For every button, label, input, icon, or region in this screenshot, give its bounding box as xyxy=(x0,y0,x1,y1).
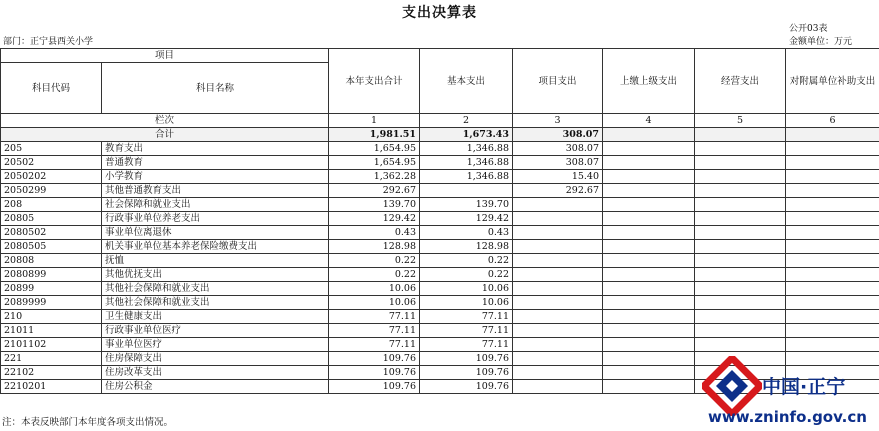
value-project xyxy=(513,226,603,240)
value-business xyxy=(695,324,786,338)
value-business xyxy=(695,184,786,198)
value-remit-superior xyxy=(603,226,695,240)
value-project: 292.67 xyxy=(513,184,603,198)
header-item: 项目 xyxy=(1,49,329,63)
subject-name: 其他社会保障和就业支出 xyxy=(102,296,329,310)
value-basic: 109.76 xyxy=(420,352,513,366)
value-basic: 1,346.88 xyxy=(420,170,513,184)
subject-name: 住房改革支出 xyxy=(102,366,329,380)
total-col2: 1,673.43 xyxy=(420,128,513,142)
subject-name: 行政事业单位医疗 xyxy=(102,324,329,338)
value-total: 10.06 xyxy=(329,296,420,310)
col-number-1: 1 xyxy=(329,114,420,128)
form-number: 公开03表 xyxy=(789,24,828,34)
value-basic: 109.76 xyxy=(420,380,513,394)
total-col4 xyxy=(603,128,695,142)
value-business xyxy=(695,296,786,310)
value-remit-superior xyxy=(603,296,695,310)
table-row xyxy=(1,198,879,212)
value-subsidy xyxy=(786,268,879,282)
value-business xyxy=(695,198,786,212)
value-business xyxy=(695,226,786,240)
value-remit-superior xyxy=(603,240,695,254)
subject-code: 21011 xyxy=(1,324,102,338)
total-row xyxy=(1,128,879,142)
value-remit-superior xyxy=(603,184,695,198)
value-basic: 77.11 xyxy=(420,324,513,338)
watermark-logo xyxy=(700,352,876,430)
value-subsidy xyxy=(786,170,879,184)
value-remit-superior xyxy=(603,338,695,352)
table-row xyxy=(1,156,879,170)
value-project xyxy=(513,352,603,366)
value-total: 109.76 xyxy=(329,352,420,366)
value-total: 1,362.28 xyxy=(329,170,420,184)
table-row xyxy=(1,296,879,310)
value-business xyxy=(695,240,786,254)
header-subject-name: 科目名称 xyxy=(102,63,329,114)
value-subsidy xyxy=(786,296,879,310)
total-col5 xyxy=(695,128,786,142)
value-subsidy xyxy=(786,254,879,268)
value-remit-superior xyxy=(603,352,695,366)
value-business xyxy=(695,142,786,156)
value-business xyxy=(695,310,786,324)
value-basic: 77.11 xyxy=(420,310,513,324)
table-row xyxy=(1,142,879,156)
value-project xyxy=(513,310,603,324)
value-subsidy xyxy=(786,282,879,296)
subject-code: 2101102 xyxy=(1,338,102,352)
subject-code: 2050299 xyxy=(1,184,102,198)
subject-code: 20808 xyxy=(1,254,102,268)
value-total: 109.76 xyxy=(329,366,420,380)
value-basic: 0.22 xyxy=(420,268,513,282)
subject-code: 2089999 xyxy=(1,296,102,310)
value-total: 77.11 xyxy=(329,324,420,338)
subject-name: 事业单位离退休 xyxy=(102,226,329,240)
header-remit-superior: 上缴上级支出 xyxy=(603,49,695,114)
subject-code: 2210201 xyxy=(1,380,102,394)
table-row xyxy=(1,226,879,240)
value-basic: 77.11 xyxy=(420,338,513,352)
value-basic: 10.06 xyxy=(420,282,513,296)
value-total: 139.70 xyxy=(329,198,420,212)
zninfo-logo-icon xyxy=(702,356,762,416)
subject-name: 教育支出 xyxy=(102,142,329,156)
watermark-name: 中国·正宁 xyxy=(762,376,846,398)
value-remit-superior xyxy=(603,268,695,282)
subject-name: 其他普通教育支出 xyxy=(102,184,329,198)
value-total: 77.11 xyxy=(329,338,420,352)
value-basic: 0.43 xyxy=(420,226,513,240)
value-basic: 129.42 xyxy=(420,212,513,226)
value-total: 0.22 xyxy=(329,254,420,268)
value-subsidy xyxy=(786,212,879,226)
header-project-expenditure: 项目支出 xyxy=(513,49,603,114)
subject-code: 20899 xyxy=(1,282,102,296)
subject-name: 事业单位医疗 xyxy=(102,338,329,352)
expenditure-table xyxy=(0,48,879,394)
value-remit-superior xyxy=(603,170,695,184)
subject-name: 社会保障和就业支出 xyxy=(102,198,329,212)
value-project xyxy=(513,212,603,226)
value-business xyxy=(695,254,786,268)
watermark-url: www.zninfo.gov.cn xyxy=(708,408,867,426)
value-total: 0.22 xyxy=(329,268,420,282)
table-row xyxy=(1,268,879,282)
subject-code: 205 xyxy=(1,142,102,156)
value-total: 77.11 xyxy=(329,310,420,324)
table-row xyxy=(1,254,879,268)
col-number-5: 5 xyxy=(695,114,786,128)
col-number-4: 4 xyxy=(603,114,695,128)
header-subsidy-affiliated: 对附属单位补助支出 xyxy=(786,49,879,114)
value-basic xyxy=(420,184,513,198)
value-business xyxy=(695,282,786,296)
value-basic: 139.70 xyxy=(420,198,513,212)
value-total: 129.42 xyxy=(329,212,420,226)
total-label: 合计 xyxy=(1,128,329,142)
value-subsidy xyxy=(786,240,879,254)
header-subject-code: 科目代码 xyxy=(1,63,102,114)
value-project xyxy=(513,296,603,310)
value-remit-superior xyxy=(603,198,695,212)
subject-code: 22102 xyxy=(1,366,102,380)
value-subsidy xyxy=(786,310,879,324)
table-row xyxy=(1,212,879,226)
page-title: 支出决算表 xyxy=(402,5,477,21)
value-subsidy xyxy=(786,142,879,156)
table-row xyxy=(1,310,879,324)
table-row xyxy=(1,338,879,352)
amount-unit: 金额单位：万元 xyxy=(789,37,853,47)
subject-name: 其他优抚支出 xyxy=(102,268,329,282)
table-row xyxy=(1,324,879,338)
table-note: 注：本表反映部门本年度各项支出情况。 xyxy=(2,417,174,428)
total-col1: 1,981.51 xyxy=(329,128,420,142)
subject-code: 20502 xyxy=(1,156,102,170)
value-remit-superior xyxy=(603,282,695,296)
value-project xyxy=(513,380,603,394)
subject-code: 2080505 xyxy=(1,240,102,254)
subject-name: 卫生健康支出 xyxy=(102,310,329,324)
value-business xyxy=(695,156,786,170)
table-row xyxy=(1,184,879,198)
subject-code: 2080899 xyxy=(1,268,102,282)
subject-code: 20805 xyxy=(1,212,102,226)
subject-name: 住房保障支出 xyxy=(102,352,329,366)
subject-code: 2050202 xyxy=(1,170,102,184)
header-basic-expenditure: 基本支出 xyxy=(420,49,513,114)
value-project xyxy=(513,198,603,212)
subject-name: 普通教育 xyxy=(102,156,329,170)
value-subsidy xyxy=(786,184,879,198)
value-subsidy xyxy=(786,156,879,170)
value-project xyxy=(513,268,603,282)
value-basic: 1,346.88 xyxy=(420,156,513,170)
subject-code: 208 xyxy=(1,198,102,212)
value-subsidy xyxy=(786,324,879,338)
subject-name: 住房公积金 xyxy=(102,380,329,394)
value-subsidy xyxy=(786,198,879,212)
value-remit-superior xyxy=(603,380,695,394)
subject-name: 行政事业单位养老支出 xyxy=(102,212,329,226)
value-business xyxy=(695,268,786,282)
value-project: 308.07 xyxy=(513,142,603,156)
value-remit-superior xyxy=(603,310,695,324)
value-business xyxy=(695,338,786,352)
table-row xyxy=(1,170,879,184)
value-subsidy xyxy=(786,338,879,352)
value-total: 1,654.95 xyxy=(329,142,420,156)
subject-code: 2080502 xyxy=(1,226,102,240)
value-project: 308.07 xyxy=(513,156,603,170)
total-col6 xyxy=(786,128,879,142)
col-number-3: 3 xyxy=(513,114,603,128)
value-project xyxy=(513,366,603,380)
value-basic: 109.76 xyxy=(420,366,513,380)
value-remit-superior xyxy=(603,142,695,156)
value-subsidy xyxy=(786,226,879,240)
value-basic: 1,346.88 xyxy=(420,142,513,156)
department-label: 部门：正宁县西关小学 xyxy=(3,37,94,47)
value-basic: 0.22 xyxy=(420,254,513,268)
header-business-expenditure: 经营支出 xyxy=(695,49,786,114)
subject-code: 221 xyxy=(1,352,102,366)
value-total: 0.43 xyxy=(329,226,420,240)
subject-name: 抚恤 xyxy=(102,254,329,268)
value-total: 292.67 xyxy=(329,184,420,198)
value-remit-superior xyxy=(603,254,695,268)
value-business xyxy=(695,212,786,226)
table-row xyxy=(1,240,879,254)
value-project xyxy=(513,338,603,352)
value-project xyxy=(513,240,603,254)
subject-code: 210 xyxy=(1,310,102,324)
col-number-6: 6 xyxy=(786,114,879,128)
value-remit-superior xyxy=(603,156,695,170)
value-project xyxy=(513,254,603,268)
value-total: 128.98 xyxy=(329,240,420,254)
col-number-2: 2 xyxy=(420,114,513,128)
value-project: 15.40 xyxy=(513,170,603,184)
value-project xyxy=(513,282,603,296)
value-business xyxy=(695,170,786,184)
subject-name: 小学教育 xyxy=(102,170,329,184)
value-remit-superior xyxy=(603,324,695,338)
header-total-expenditure: 本年支出合计 xyxy=(329,49,420,114)
value-total: 1,654.95 xyxy=(329,156,420,170)
value-total: 109.76 xyxy=(329,380,420,394)
table-row xyxy=(1,282,879,296)
value-remit-superior xyxy=(603,212,695,226)
value-basic: 128.98 xyxy=(420,240,513,254)
header-lanci: 栏次 xyxy=(1,114,329,128)
subject-name: 机关事业单位基本养老保险缴费支出 xyxy=(102,240,329,254)
value-project xyxy=(513,324,603,338)
total-col3: 308.07 xyxy=(513,128,603,142)
value-basic: 10.06 xyxy=(420,296,513,310)
value-total: 10.06 xyxy=(329,282,420,296)
value-remit-superior xyxy=(603,366,695,380)
subject-name: 其他社会保障和就业支出 xyxy=(102,282,329,296)
